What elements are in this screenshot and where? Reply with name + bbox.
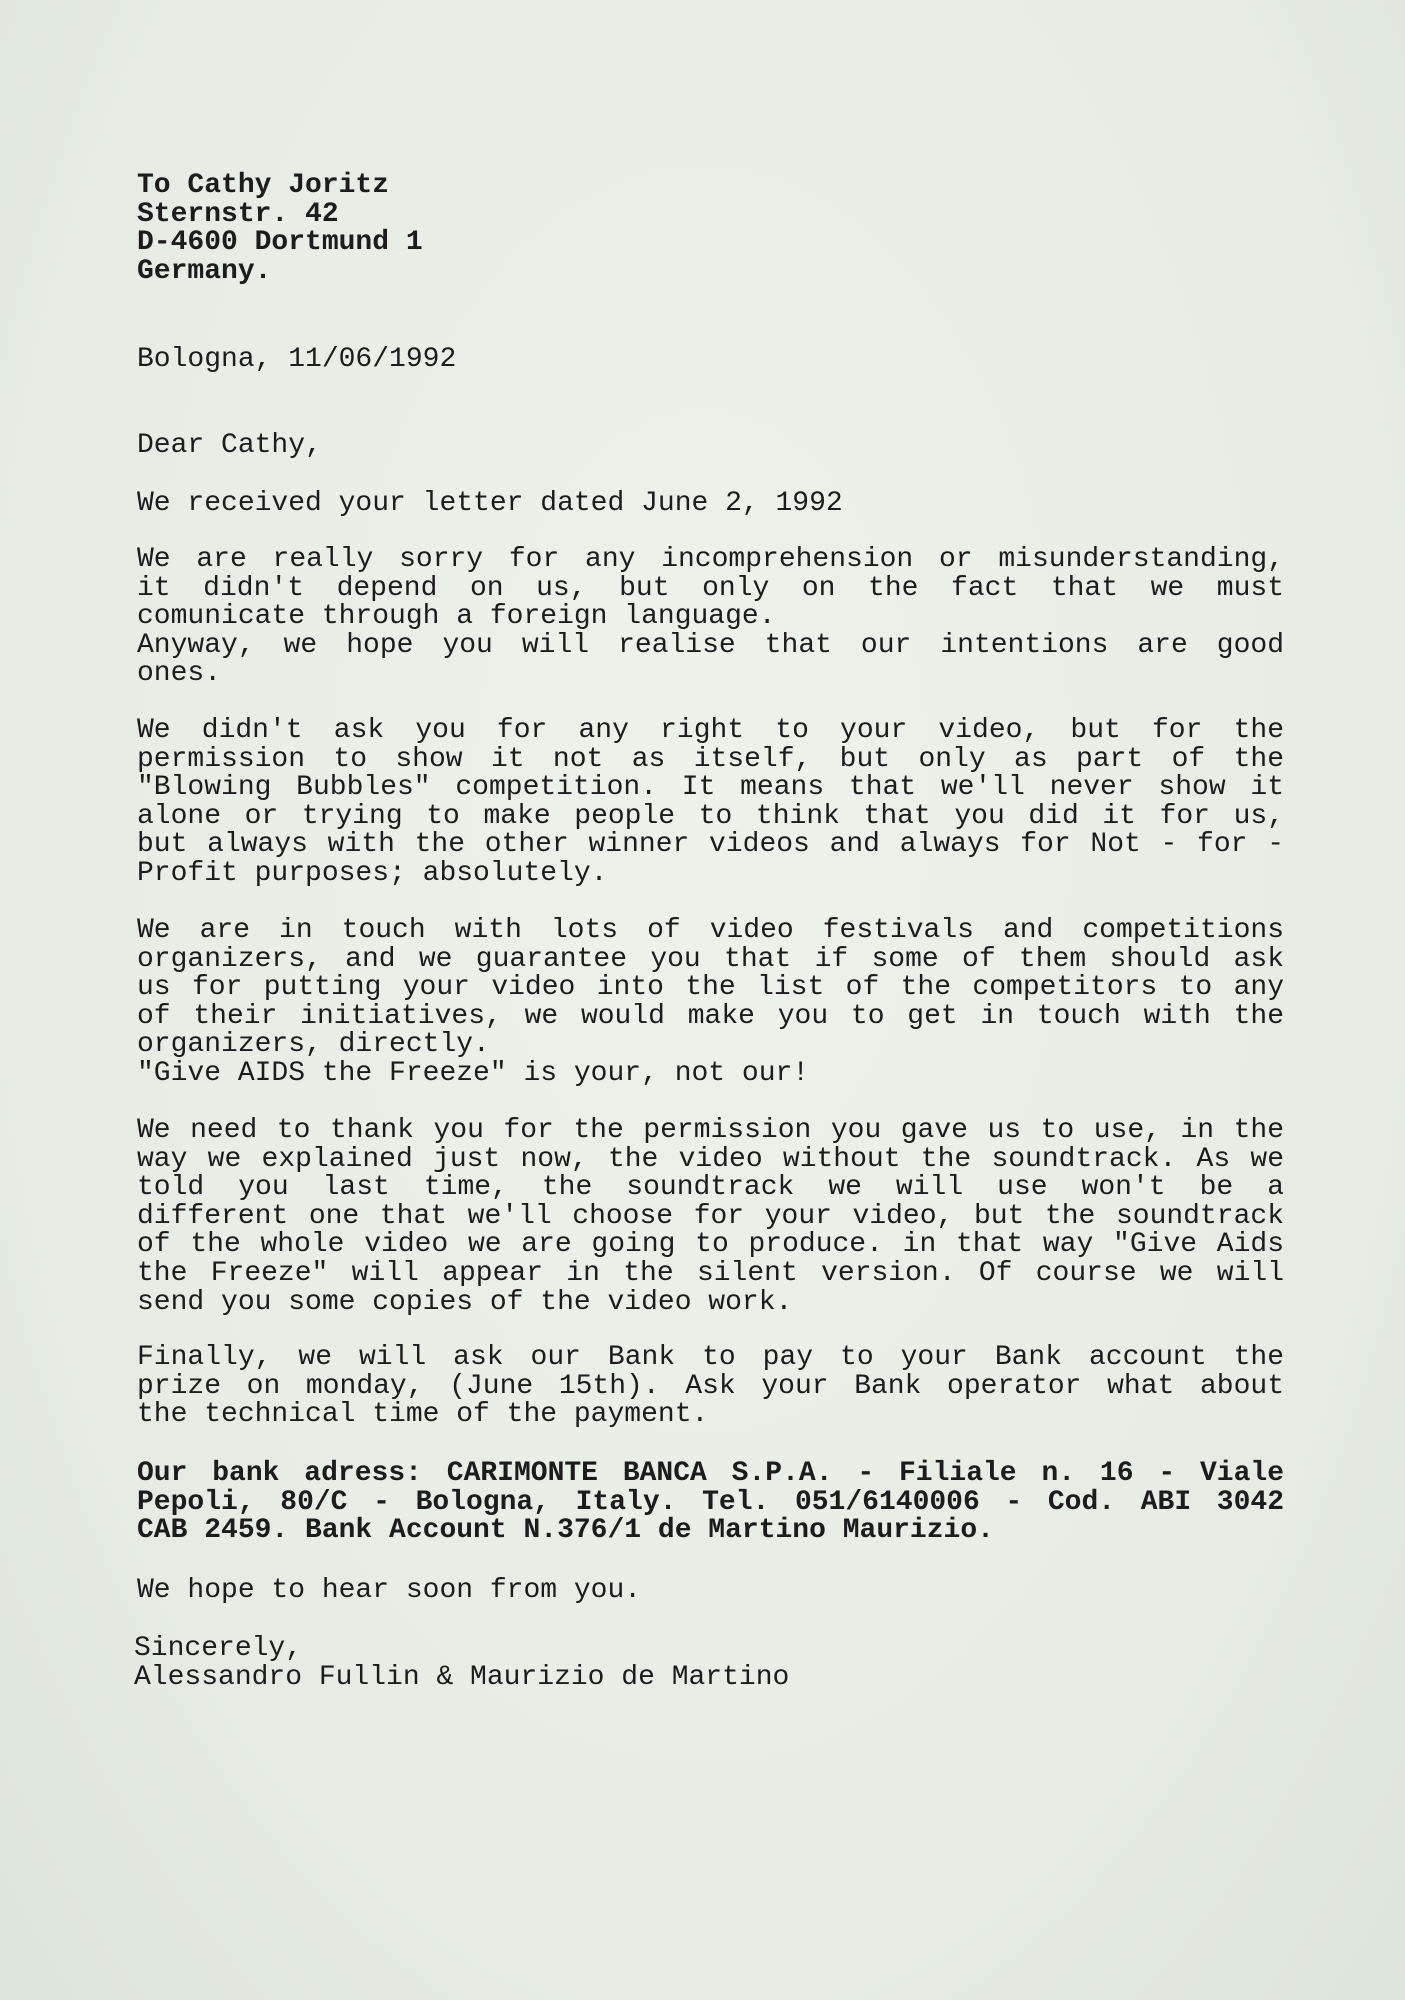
text-line: alone or trying to make people to think that you did it for us,	[137, 800, 1284, 832]
text-line: "Give AIDS the Freeze" is your, not our!	[137, 1057, 810, 1089]
text-line: the technical time of the payment.	[137, 1399, 709, 1431]
text-line: comunicate through a foreign language.	[137, 601, 776, 633]
closing-hope: We hope to hear soon from you.	[137, 1575, 642, 1606]
received-note: We received your letter dated June 2, 1992	[137, 488, 843, 519]
paragraph-apology	[137, 546, 1284, 689]
text-line: us for putting your video into the list of the competitors to any	[137, 972, 1284, 1004]
salutation: Dear Cathy,	[137, 430, 322, 461]
text-line: We are in touch with lots of video festivals and competitions	[137, 915, 1284, 946]
text-line: of their initiatives, we would make you to get in touch with the	[137, 1000, 1284, 1032]
recipient-city: D-4600 Dortmund 1	[137, 227, 423, 259]
recipient-street: Sternstr. 42	[137, 198, 339, 230]
text-line: "Blowing Bubbles" competition. It means that we'll never show it	[137, 772, 1284, 804]
text-line: but always with the other winner videos and always for Not - for -	[137, 829, 1284, 861]
paragraph-payment	[137, 1344, 1284, 1430]
text-line: told you last time, the soundtrack we will use won't be a	[137, 1172, 1284, 1204]
text-line: We need to thank you for the permission you gave us to use, in the	[137, 1115, 1284, 1146]
text-line: the Freeze" will appear in the silent version. Of course we will	[137, 1257, 1284, 1289]
text-line: send you some copies of the video work.	[137, 1286, 793, 1318]
closing-sincerely: Sincerely,	[134, 1633, 303, 1664]
text-line: CAB 2459. Bank Account N.376/1 de Martino Maurizio.	[137, 1515, 994, 1547]
text-line: Finally, we will ask our Bank to pay to your Bank account the	[137, 1342, 1284, 1373]
text-line: it didn't depend on us, but only on the fact that we must	[137, 572, 1284, 604]
text-line: organizers, and we guarantee you that if some of them should ask	[137, 943, 1284, 975]
paragraph-festivals	[137, 917, 1284, 1089]
signature-block	[134, 1635, 1281, 1692]
paragraph-bank-details	[137, 1460, 1284, 1546]
recipient-name: To Cathy Joritz	[137, 170, 390, 201]
text-line: prize on monday, (June 15th). Ask your Bank operator what about	[137, 1370, 1284, 1402]
paragraph-permission	[137, 717, 1284, 889]
text-line: different one that we'll choose for your video, but the soundtrack	[137, 1200, 1284, 1232]
text-line: Pepoli, 80/C - Bologna, Italy. Tel. 051/6140006 - Cod. ABI 3042	[137, 1486, 1284, 1518]
text-line: Profit purposes; absolutely.	[137, 857, 608, 889]
text-line: permission to show it not as itself, but only as part of the	[137, 743, 1284, 775]
letter-date: Bologna, 11/06/1992	[137, 344, 457, 375]
text-line: ones.	[137, 658, 222, 690]
text-line: way we explained just now, the video without the soundtrack. As we	[137, 1143, 1284, 1175]
recipient-country: Germany.	[137, 255, 272, 287]
text-line: Our bank adress: CARIMONTE BANCA S.P.A. - Filiale n. 16 - Viale	[137, 1458, 1284, 1489]
text-line: We are really sorry for any incomprehension or misunderstanding,	[137, 544, 1284, 575]
text-line: We didn't ask you for any right to your video, but for the	[137, 715, 1284, 746]
text-line: of the whole video we are going to produce. in that way "Give Aids	[137, 1229, 1284, 1261]
signatories: Alessandro Fullin & Maurizio de Martino	[134, 1661, 790, 1693]
paragraph-soundtrack	[137, 1117, 1284, 1317]
recipient-address	[137, 172, 1284, 286]
text-line: Anyway, we hope you will realise that our intentions are good	[137, 629, 1284, 661]
text-line: organizers, directly.	[137, 1029, 490, 1061]
